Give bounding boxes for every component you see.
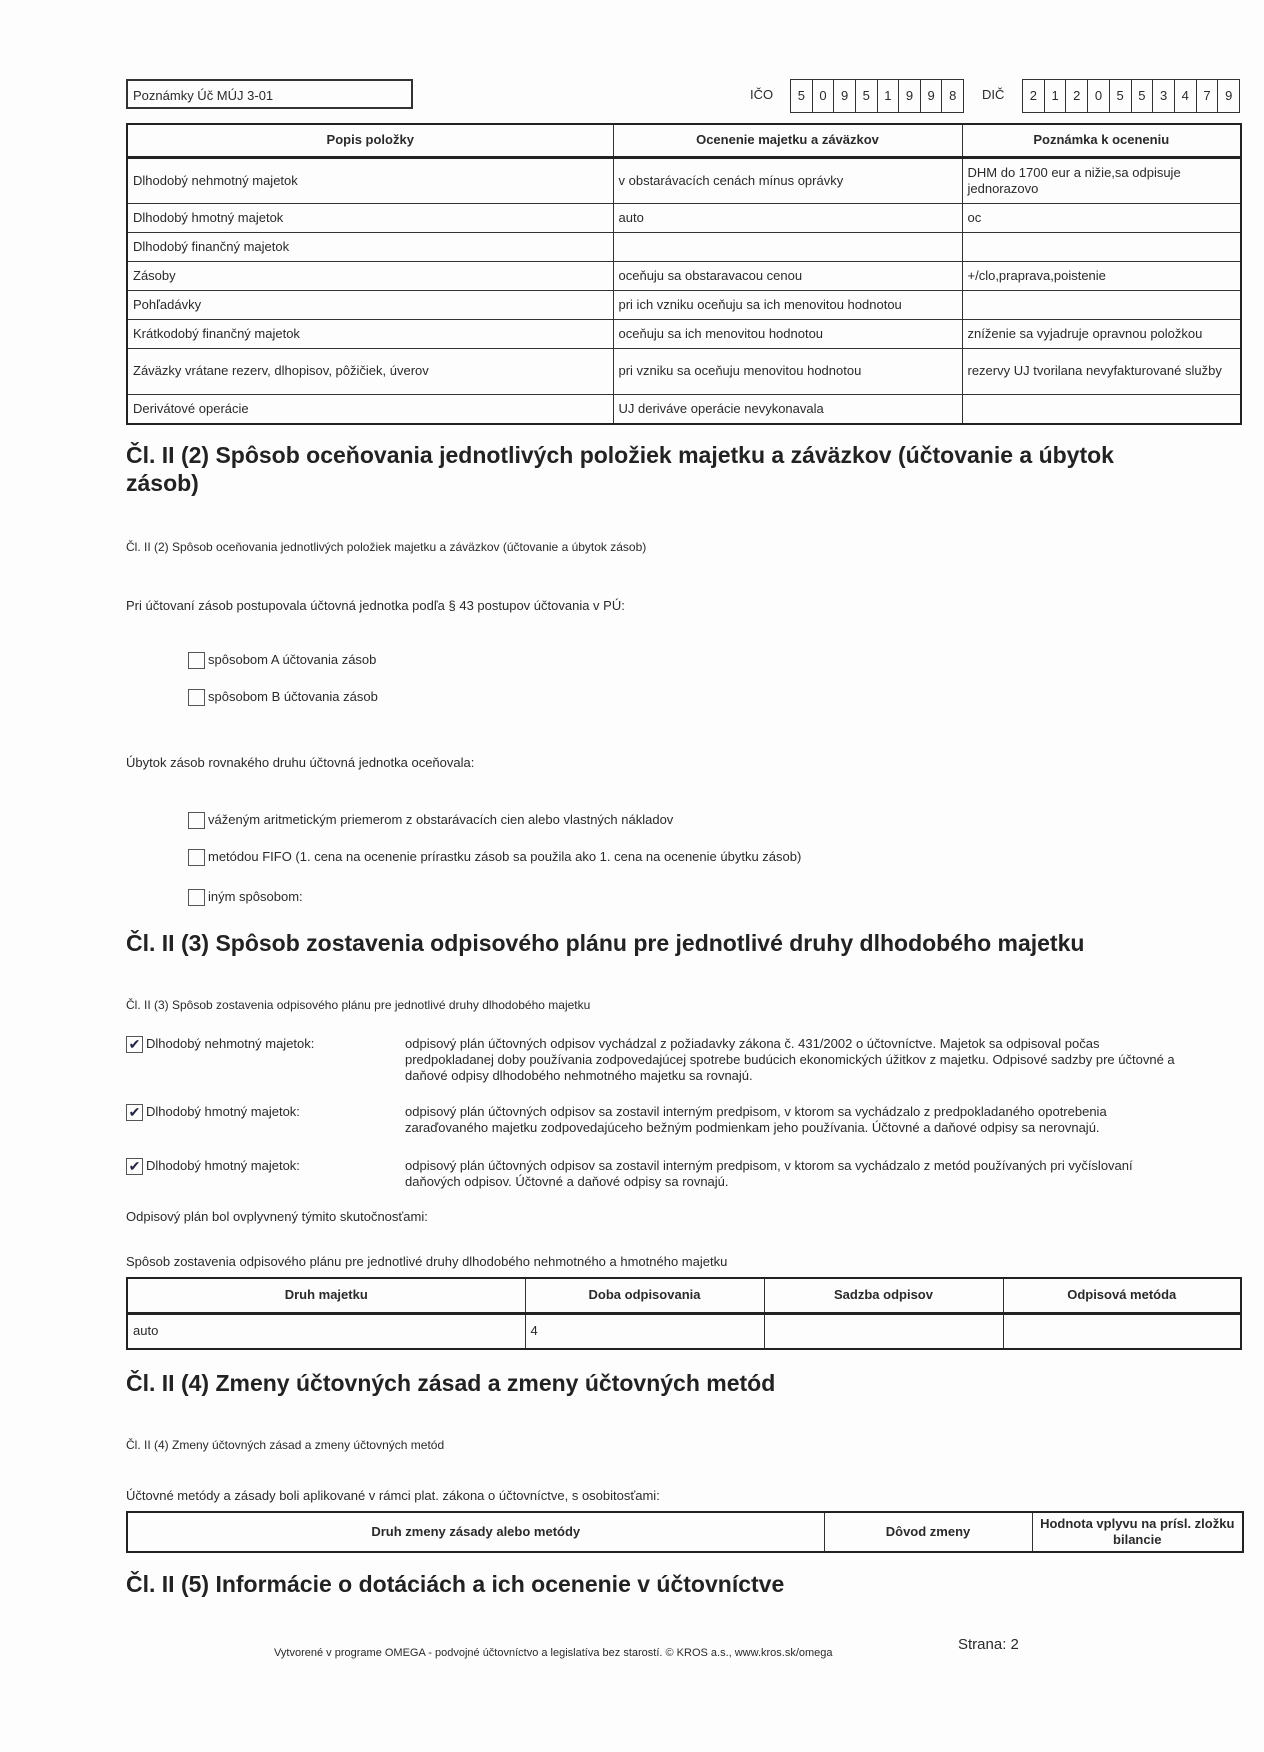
ico-digit: 9 (833, 80, 855, 112)
option-label: iným spôsobom: (208, 889, 303, 904)
column-header: Popis položky (127, 124, 613, 157)
item-label: Dlhodobý hmotný majetok: (146, 1158, 300, 1173)
item-label: Dlhodobý hmotný majetok: (146, 1104, 300, 1119)
column-header: Druh majetku (127, 1278, 525, 1313)
column-header: Druh zmeny zásady alebo metódy (127, 1512, 824, 1552)
table-cell: pri ich vzniku oceňuju sa ich menovitou hodnotou (613, 290, 962, 319)
table-row (127, 319, 1241, 348)
table-row (127, 348, 1241, 394)
table-cell (764, 1313, 1003, 1349)
table-cell: zníženie sa vyjadruje opravnou položkou (962, 319, 1241, 348)
checkbox-checked[interactable]: ✔ (126, 1036, 143, 1053)
table-cell: Dlhodobý nehmotný majetok (127, 157, 613, 203)
option-label: váženým aritmetickým priemerom z obstarávacích cien alebo vlastných nákladov (208, 812, 674, 827)
valuation-table (126, 123, 1242, 425)
dic-digit: 4 (1174, 80, 1196, 112)
section-heading: Čl. II (4) Zmeny účtovných zásad a zmeny účtovných metód (126, 1370, 776, 1396)
table-cell: Dlhodobý hmotný majetok (127, 203, 613, 232)
column-header: Hodnota vplyvu na prísl. zložku bilancie (1032, 1512, 1243, 1552)
checkbox-tangible[interactable] (126, 1104, 300, 1121)
table-cell: DHM do 1700 eur a nižie,sa odpisuje jednorazovo (962, 157, 1241, 203)
table-cell: 4 (525, 1313, 764, 1349)
dic-digit: 0 (1087, 80, 1109, 112)
section-subtitle: Čl. II (3) Spôsob zostavenia odpisového plánu pre jednotlivé druhy dlhodobého majetku (126, 998, 591, 1012)
option-method-b[interactable] (188, 689, 378, 706)
table-row (127, 261, 1241, 290)
option-other[interactable] (188, 889, 303, 906)
form-title: Poznámky Úč MÚJ 3-01 (126, 79, 413, 109)
checkbox-checked[interactable]: ✔ (126, 1158, 143, 1175)
column-header: Ocenenie majetku a záväzkov (613, 124, 962, 157)
checkbox[interactable] (188, 689, 205, 706)
option-method-a[interactable] (188, 652, 376, 669)
option-weighted-average[interactable] (188, 812, 673, 829)
table-header-row (127, 1512, 1243, 1552)
table-cell: Pohľadávky (127, 290, 613, 319)
table-header-row (127, 124, 1241, 157)
table-row (127, 394, 1241, 424)
ico-digit: 8 (941, 80, 963, 112)
dic-digit: 7 (1196, 80, 1218, 112)
table-row (127, 157, 1241, 203)
dic-digit: 1 (1044, 80, 1066, 112)
table-cell: Krátkodobý finančný majetok (127, 319, 613, 348)
footer-credit: Vytvorené v programe OMEGA - podvojné účtovníctvo a legislatíva bez starostí. © KROS a.s., www.kros.sk/omega (274, 1647, 833, 1659)
influenced-text: Odpisový plán bol ovplyvnený týmito skutočnosťami: (126, 1209, 428, 1224)
table-cell: Zásoby (127, 261, 613, 290)
table-cell: v obstarávacích cenách mínus oprávky (613, 157, 962, 203)
methods-intro: Účtovné metódy a zásady boli aplikované v rámci plat. zákona o účtovníctve, s osobitosťami: (126, 1488, 660, 1503)
table-cell: pri vzniku sa oceňuju menovitou hodnotou (613, 348, 962, 394)
checkbox-tangible[interactable] (126, 1158, 300, 1175)
page-number: Strana: 2 (958, 1636, 1019, 1653)
inventory-intro: Pri účtovaní zásob postupovala účtovná jednotka podľa § 43 postupov účtovania v PÚ: (126, 598, 625, 613)
dic-digit: 3 (1152, 80, 1174, 112)
table-cell: oceňuju sa obstaravacou cenou (613, 261, 962, 290)
table-cell: rezervy UJ tvorilana nevyfakturované služby (962, 348, 1241, 394)
column-header: Doba odpisovania (525, 1278, 764, 1313)
item-label: Dlhodobý nehmotný majetok: (146, 1036, 315, 1051)
checkbox[interactable] (188, 889, 205, 906)
dic-digit: 2 (1029, 88, 1037, 103)
table-cell: UJ deriváve operácie nevykonavala (613, 394, 962, 424)
ico-field (790, 79, 964, 113)
table-cell (613, 232, 962, 261)
table-cell: auto (127, 1313, 525, 1349)
checkbox[interactable] (188, 652, 205, 669)
ico-digit: 9 (898, 80, 920, 112)
ico-digit: 9 (920, 80, 942, 112)
checkbox-intangible[interactable] (126, 1036, 314, 1053)
column-header: Dôvod zmeny (824, 1512, 1032, 1552)
checkbox[interactable] (188, 849, 205, 866)
table-caption: Spôsob zostavenia odpisového plánu pre jednotlivé druhy dlhodobého nehmotného a hmotného majetku (126, 1254, 728, 1269)
table-cell: auto (613, 203, 962, 232)
item-description: odpisový plán účtovných odpisov sa zostavil interným predpisom, v ktorom sa vychádzalo z metód používaných pri vyčíslovaní daňových odpisov. Účtovné a daňové odpisy sa rovnajú. (405, 1158, 1133, 1189)
section-subtitle: Čl. II (4) Zmeny účtovných zásad a zmeny účtovných metód (126, 1438, 445, 1452)
column-header: Poznámka k oceneniu (962, 124, 1241, 157)
table-cell: oceňuju sa ich menovitou hodnotou (613, 319, 962, 348)
option-label: spôsobom B účtovania zásob (208, 689, 378, 704)
section-heading: Čl. II (2) Spôsob oceňovania jednotlivých položiek majetku a záväzkov (účtovanie a úbytok zásob) (126, 442, 1114, 496)
table-cell (962, 290, 1241, 319)
section-subtitle: Čl. II (2) Spôsob oceňovania jednotlivých položiek majetku a záväzkov (účtovanie a úbytok zásob) (126, 540, 647, 554)
table-row (127, 232, 1241, 261)
section-heading: Čl. II (3) Spôsob zostavenia odpisového plánu pre jednotlivé druhy dlhodobého majetku (126, 930, 1085, 956)
checkbox[interactable] (188, 812, 205, 829)
table-header-row (127, 1278, 1241, 1313)
section-heading: Čl. II (5) Informácie o dotáciách a ich ocenenie v účtovníctve (126, 1571, 785, 1597)
option-label: metódou FIFO (1. cena na ocenenie prírastku zásob sa použila ako 1. cena na ocenenie úbytku zásob) (208, 849, 802, 864)
table-cell: oc (962, 203, 1241, 232)
checkbox-checked[interactable]: ✔ (126, 1104, 143, 1121)
dic-digit: 2 (1065, 80, 1087, 112)
dic-digit: 5 (1131, 80, 1153, 112)
ico-digit: 0 (812, 80, 834, 112)
item-description: odpisový plán účtovných odpisov sa zostavil interným predpisom, v ktorom sa vychádzalo z predpokladaného opotrebenia zaraďovaného majetku zodpovedajúceho bežným podmienkam jeho používania. Účtovné a daňové odpisy sa nerovnajú. (405, 1104, 1107, 1135)
table-row (127, 203, 1241, 232)
table-cell: Záväzky vrátane rezerv, dlhopisov, pôžičiek, úverov (127, 348, 613, 394)
changes-table (126, 1511, 1244, 1553)
table-row (127, 290, 1241, 319)
table-cell (962, 394, 1241, 424)
column-header: Sadzba odpisov (764, 1278, 1003, 1313)
table-cell: +/clo,praprava,poistenie (962, 261, 1241, 290)
column-header: Odpisová metóda (1003, 1278, 1241, 1313)
table-cell: Derivátové operácie (127, 394, 613, 424)
option-label: spôsobom A účtovania zásob (208, 652, 377, 667)
dic-digit: 9 (1217, 80, 1239, 112)
option-fifo[interactable] (188, 849, 801, 866)
dic-field (1022, 79, 1240, 113)
table-cell (1003, 1313, 1241, 1349)
ico-digit: 1 (877, 80, 899, 112)
ico-digit: 5 (855, 80, 877, 112)
depreciation-table (126, 1277, 1242, 1350)
table-row (127, 1313, 1241, 1349)
table-cell (962, 232, 1241, 261)
decrease-intro: Úbytok zásob rovnakého druhu účtovná jednotka oceňovala: (126, 755, 475, 770)
ico-label: IČO (750, 87, 774, 102)
ico-digit: 5 (797, 88, 805, 103)
item-description: odpisový plán účtovných odpisov vychádzal z požiadavky zákona č. 431/2002 o účtovníctve. Majetok sa odpisoval počas predpokladanej doby používania zodpovedajúcej spotrebe budúcich ekonomických úžitkov z majetku. Odpisové sadzby pre účtovné a daňové odpisy dlhodobého nehmotného majetku sa rovnajú. (405, 1036, 1175, 1083)
dic-label: DIČ (982, 87, 1005, 102)
dic-digit: 5 (1109, 80, 1131, 112)
table-cell: Dlhodobý finančný majetok (127, 232, 613, 261)
